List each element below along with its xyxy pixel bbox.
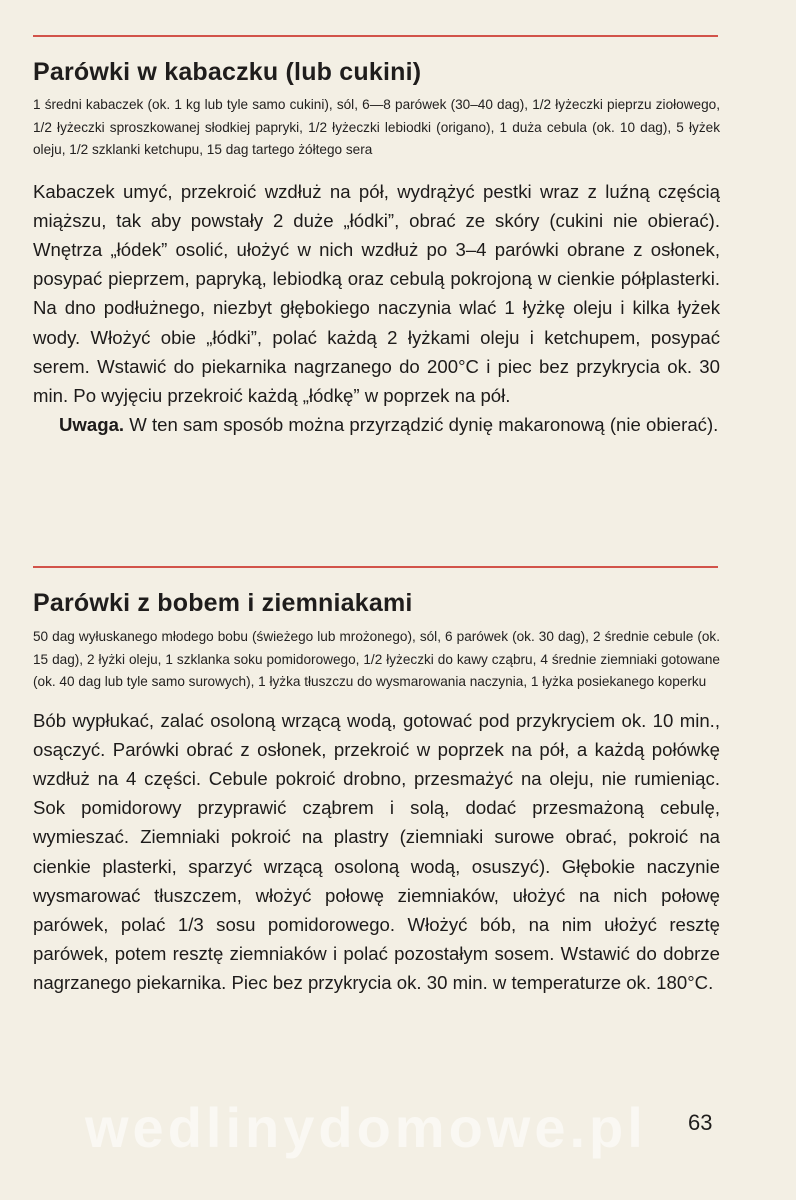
- note-text: W ten sam sposób można przyrządzić dynię makaronową (nie obierać).: [124, 414, 719, 436]
- recipe-ingredients: 1 średni kabaczek (ok. 1 kg lub tyle samo cukini), sól, 6—8 parówek (30–40 dag), 1/2 łyżeczki pieprzu ziołowego, 1/2 łyżeczki sproszkowanej słodkiej papryki, 1/2 łyżeczki lebiodki (origano), 1 duża cebula (ok. 10 dag), 5 łyżek oleju, 1/2 szklanki ketchupu, 15 dag tartego żółtego sera: [33, 97, 720, 157]
- section-divider: [33, 35, 718, 37]
- recipe-title: Parówki z bobem i ziemniakami: [33, 589, 413, 617]
- recipe-note: [33, 410, 720, 439]
- recipe-method: Kabaczek umyć, przekroić wzdłuż na pół, wydrążyć pestki wraz z luźną częścią miąższu, tak aby powstały 2 duże „łódki”, obrać ze skóry (cukini nie obierać). Wnętrza „łódek” osolić, ułożyć w nich wzdłuż po 3–4 parówki obrane z osłonek, posypać pieprzem, papryką, lebiodką oraz cebulą pokrojoną w cienkie półplasterki. Na dno podłużnego, niezbyt głębokiego naczynia wlać 1 łyżkę oleju i kilka łyżek wody. Włożyć obie „łódki”, polać każdą 2 łyżkami oleju i ketchupem, posypać serem. Wstawić do piekarnika nagrzanego do 200°C i piec bez przykrycia ok. 30 min. Po wyjęciu przekroić każdą „łódkę” w poprzek na pół.: [33, 180, 720, 406]
- note-label: Uwaga.: [59, 414, 125, 436]
- section-divider: [33, 566, 718, 568]
- watermark-text: wedlinydomowe.pl: [85, 1096, 647, 1159]
- recipe-title: Parówki w kabaczku (lub cukini): [33, 58, 422, 86]
- recipe-ingredients: 50 dag wyłuskanego młodego bobu (świeżego lub mrożonego), sól, 6 parówek (ok. 30 dag), 2 średnie cebule (ok. 15 dag), 2 łyżki oleju, 1 szklanka soku pomidorowego, 1/2 łyżeczki do kawy cząbru, 4 średnie ziemniaki gotowane (ok. 40 dag lub tyle samo surowych), 1 łyżka tłuszczu do wysmarowania naczynia, 1 łyżka posiekanego koperku: [33, 629, 720, 689]
- recipe-sausages-in-squash: [33, 58, 720, 439]
- page-number: 63: [688, 1110, 713, 1135]
- recipe-method: Bób wypłukać, zalać osoloną wrzącą wodą, gotować pod przykryciem ok. 10 min., osączyć. Parówki obrać z osłonek, przekroić w poprzek na pół, a każdą połówkę wzdłuż na 4 części. Cebule pokroić drobno, przesmażyć na oleju, nie rumieniąc. Sok pomidorowy przyprawić cząbrem i solą, dodać przesmażoną cebulę, wymieszać. Ziemniaki pokroić na plastry (ziemniaki surowe obrać, pokroić na cienkie plasterki, sparzyć wrzącą osoloną wodą, osuszyć). Głębokie naczynie wysmarować tłuszczem, włożyć połowę ziemniaków, ułożyć na nich połowę parówek, polać 1/3 sosu pomidorowego. Włożyć bób, na nim ułożyć resztę parówek, potem resztę ziemniaków i polać pozostałym sosem. Wstawić do dobrze nagrzanego piekarnika. Piec bez przykrycia ok. 30 min. w temperaturze ok. 180°C.: [33, 709, 720, 994]
- recipe-sausages-with-beans-potatoes: [33, 589, 720, 998]
